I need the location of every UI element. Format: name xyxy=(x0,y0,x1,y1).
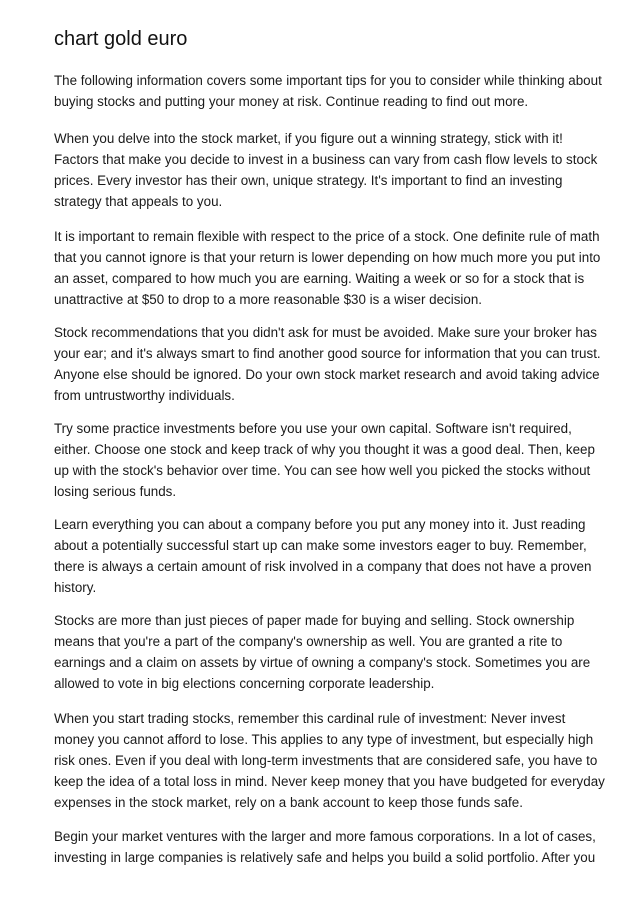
paragraph-practice-investments xyxy=(54,418,595,502)
paragraph-line: investing in large companies is relatively safe and helps you build a solid portfolio. After you xyxy=(54,850,596,865)
paragraph-line: from untrustworthy individuals. xyxy=(54,388,235,403)
paragraph-line: means that you're a part of the company's ownership as well. You are granted a rite to xyxy=(54,634,563,649)
paragraph-line: Begin your market ventures with the larger and more famous corporations. In a lot of cases, xyxy=(54,829,596,844)
paragraph-cardinal-rule xyxy=(54,708,605,813)
paragraph-line: Stocks are more than just pieces of paper made for buying and selling. Stock ownership xyxy=(54,613,575,628)
paragraph-line: It is important to remain flexible with respect to the price of a stock. One definite rule of math xyxy=(54,229,600,244)
paragraph-line: unattractive at $50 to drop to a more reasonable $30 is a wiser decision. xyxy=(54,292,483,307)
paragraph-line: prices. Every investor has their own, unique strategy. It's important to find an investing xyxy=(54,173,563,188)
paragraph-line: history. xyxy=(54,580,97,595)
paragraph-stock-ownership xyxy=(54,610,590,694)
paragraph-intro xyxy=(54,70,602,112)
paragraph-line: buying stocks and putting your money at risk. Continue reading to find out more. xyxy=(54,94,529,109)
paragraph-line: Factors that make you decide to invest in a business can vary from cash flow levels to stock xyxy=(54,152,598,167)
paragraph-line: earnings and a claim on assets by virtue of owning a company's stock. Sometimes you are xyxy=(54,655,591,670)
paragraph-line: there is always a certain amount of risk involved in a company that does not have a proven xyxy=(54,559,592,574)
paragraph-line: your ear; and it's always smart to find another good source for information that you can trust. xyxy=(54,346,601,361)
paragraph-line: Stock recommendations that you didn't ask for must be avoided. Make sure your broker has xyxy=(54,325,597,340)
paragraph-recommendations xyxy=(54,322,601,406)
paragraph-line: money you cannot afford to lose. This applies to any type of investment, but especially high xyxy=(54,732,594,747)
paragraph-line: risk ones. Even if you deal with long-term investments that are considered safe, you have to xyxy=(54,753,598,768)
paragraph-winning-strategy xyxy=(54,128,597,212)
paragraph-line: Learn everything you can about a company before you put any money into it. Just reading xyxy=(54,517,586,532)
paragraph-line: The following information covers some important tips for you to consider while thinking about xyxy=(54,73,602,88)
paragraph-line: that you cannot ignore is that your return is lower depending on how much more you put into xyxy=(54,250,601,265)
paragraph-line: When you delve into the stock market, if you figure out a winning strategy, stick with it! xyxy=(54,131,563,146)
document-title: chart gold euro xyxy=(54,28,188,50)
paragraph-line: allowed to vote in big elections concerning corporate leadership. xyxy=(54,676,435,691)
paragraph-line: keep the idea of a total loss in mind. Never keep money that you have budgeted for everyday xyxy=(54,774,605,789)
paragraph-line: Try some practice investments before you use your own capital. Software isn't required, xyxy=(54,421,572,436)
paragraph-line: up with the stock's behavior over time. You can see how well you picked the stocks without xyxy=(54,463,591,478)
paragraph-line: expenses in the stock market, rely on a bank account to keep those funds safe. xyxy=(54,795,523,810)
paragraph-stay-flexible xyxy=(54,226,600,310)
paragraph-line: Anyone else should be ignored. Do your own stock market research and avoid taking advice xyxy=(54,367,600,382)
paragraph-line: an asset, compared to how much you are earning. Waiting a week or so for a stock that is xyxy=(54,271,585,286)
paragraph-line: When you start trading stocks, remember this cardinal rule of investment: Never invest xyxy=(54,711,566,726)
paragraph-line: losing serious funds. xyxy=(54,484,177,499)
paragraph-learn-company xyxy=(54,514,591,598)
paragraph-line: strategy that appeals to you. xyxy=(54,194,223,209)
paragraph-line: about a potentially successful start up can make some investors eager to buy. Remember, xyxy=(54,538,587,553)
paragraph-line: either. Choose one stock and keep track of why you thought it was a good deal. Then, keep xyxy=(54,442,595,457)
paragraph-market-ventures xyxy=(54,826,596,868)
